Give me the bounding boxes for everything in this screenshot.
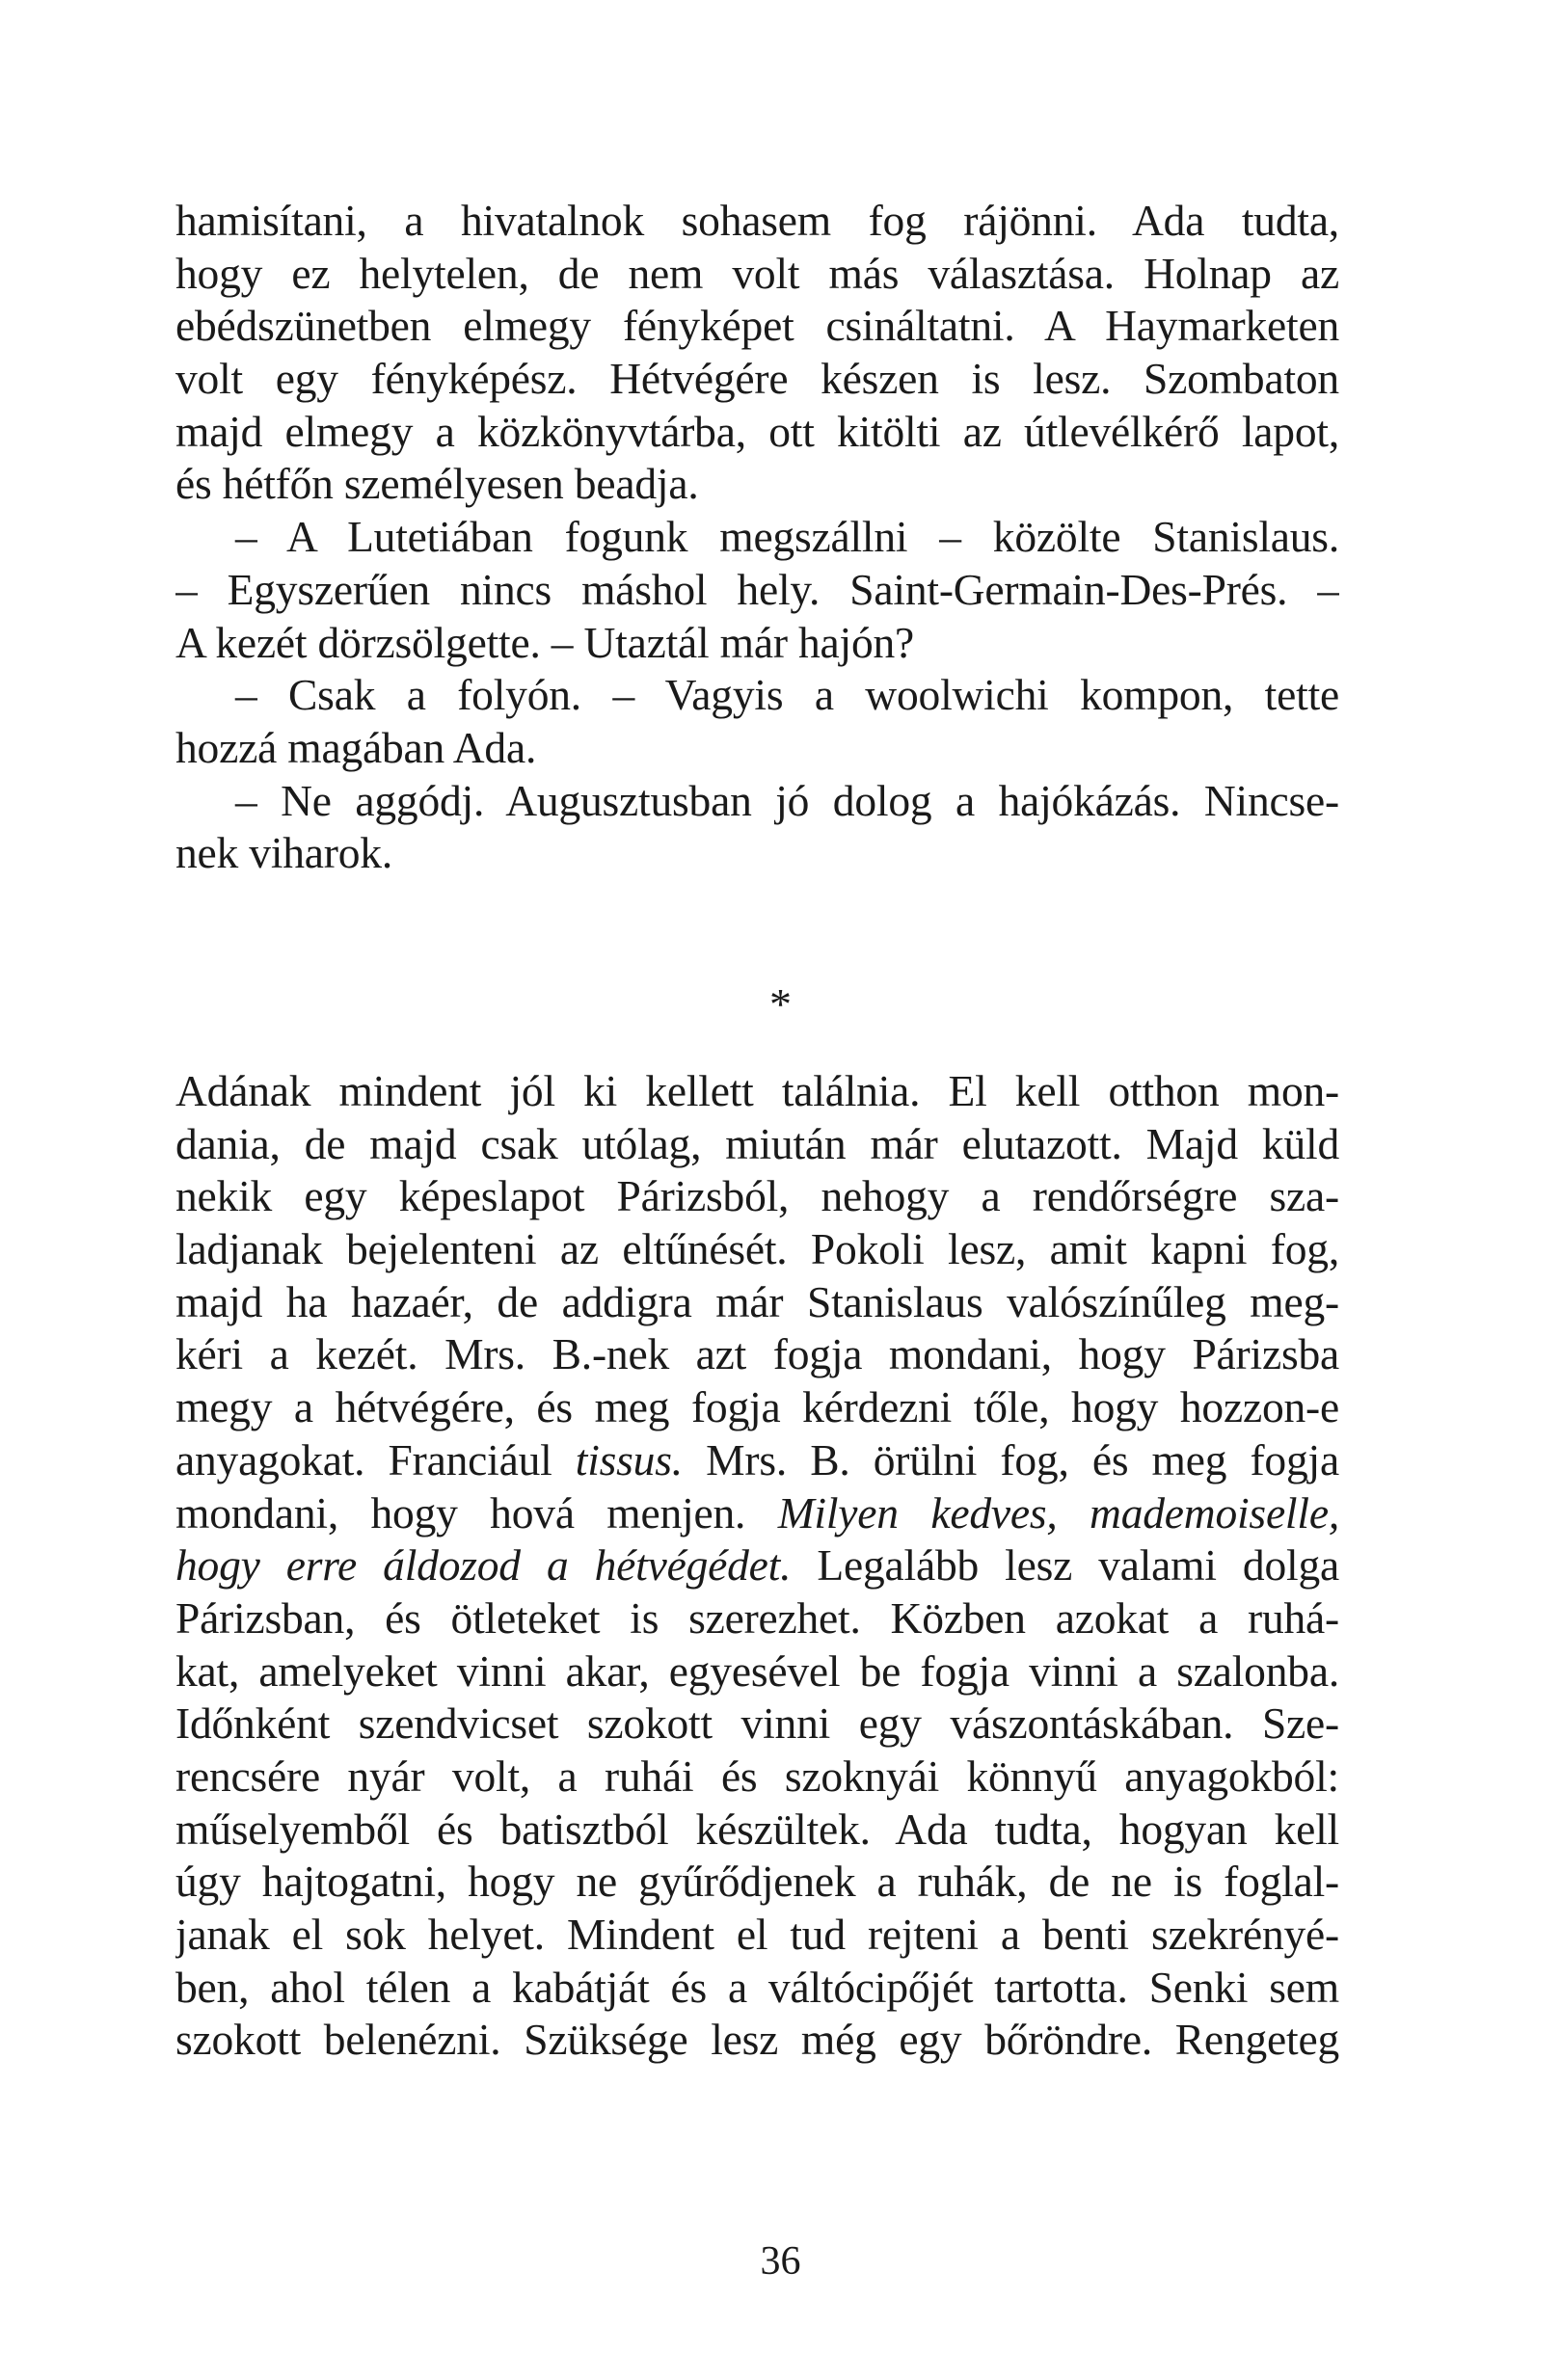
text-fragment: Legalább lesz valami dolga (817, 1540, 1339, 1591)
text-line: majd elmegy a közkönyvtárba, ott kitölti az útlevélkérő lapot, (175, 406, 1339, 456)
text-line: hozzá magában Ada. (175, 722, 537, 772)
page-number: 36 (760, 2239, 801, 2284)
dialogue-line: – A Lutetiában fogunk megszállni – közölte Stanislaus. (235, 512, 1339, 562)
text-line: dania, de majd csak utólag, miután már elutazott. Majd küld (175, 1118, 1339, 1168)
italic-text: tissus. (575, 1434, 683, 1484)
text-fragment: Mrs. B. örülni fog, és meg fogja (706, 1434, 1339, 1484)
text-line (175, 1539, 1339, 1592)
text-line: műselyemből és batisztból készültek. Ada tudta, hogyan kell (175, 1804, 1339, 1854)
text-line: és hétfőn személyesen beadja. (175, 459, 699, 509)
text-fragment: anyagokat. Franciául (175, 1434, 552, 1484)
dialogue-line: – Ne aggódj. Augusztusban jó dolog a hajókázás. Nincse- (235, 775, 1339, 825)
text-line: hogy ez helytelen, de nem volt más választása. Holnap az (175, 248, 1339, 298)
text-line: rencsére nyár volt, a ruhái és szoknyái könnyű anyagokból: (175, 1751, 1339, 1801)
text-line: volt egy fényképész. Hétvégére készen is lesz. Szombaton (175, 354, 1339, 404)
text-line (175, 1487, 1339, 1540)
text-line (175, 1434, 1339, 1487)
text-line: megy a hétvégére, és meg fogja kérdezni tőle, hogy hozzon-e (175, 1382, 1339, 1432)
text-line: ebédszünetben elmegy fényképet csináltatni. A Haymarketen (175, 301, 1339, 351)
text-line: úgy hajtogatni, hogy ne gyűrődjenek a ruhák, de ne is foglal- (175, 1857, 1339, 1907)
text-line: – Egyszerűen nincs máshol hely. Saint-Germain-Des-Prés. – (175, 564, 1339, 614)
text-block-bottom (175, 1065, 1339, 2067)
text-line: szokott belenézni. Szüksége lesz még egy bőröndre. Rengeteg (175, 2015, 1339, 2065)
text-line: janak el sok helyet. Mindent el tud rejteni a benti szekrényé- (175, 1910, 1339, 1959)
text-fragment: mondani, hogy hová menjen. (175, 1487, 746, 1538)
dialogue-line: – Csak a folyón. – Vagyis a woolwichi kompon, tette (235, 670, 1339, 720)
text-line: kéri a kezét. Mrs. B.-nek azt fogja mondani, hogy Párizsba (175, 1329, 1339, 1379)
text-line: nekik egy képeslapot Párizsból, nehogy a rendőrségre sza- (175, 1171, 1339, 1221)
text-line: Időnként szendvicset szokott vinni egy vászontáskában. Sze- (175, 1698, 1339, 1749)
text-line: ben, ahol télen a kabátját és a váltócipőjét tartotta. Senki sem (175, 1962, 1339, 2012)
text-block-top (175, 195, 1339, 880)
text-line: majd ha hazaér, de addigra már Stanislaus valószínűleg meg- (175, 1276, 1339, 1326)
text-line: nek viharok. (175, 828, 393, 878)
text-line: hamisítani, a hivatalnok sohasem fog rájönni. Ada tudta, (175, 196, 1339, 245)
text-line: Párizsban, és ötleteket is szerezhet. Közben azokat a ruhá- (175, 1592, 1339, 1643)
text-line: A kezét dörzsölgette. – Utaztál már hajón? (175, 617, 915, 667)
text-line: ladjanak bejelenteni az eltűnését. Pokoli lesz, amit kapni fog, (175, 1224, 1339, 1274)
text-line: Adának mindent jól ki kellett találnia. El kell otthon mon- (175, 1066, 1339, 1115)
section-separator: * (769, 979, 792, 1029)
text-line: kat, amelyeket vinni akar, egyesével be fogja vinni a szalonba. (175, 1645, 1339, 1696)
italic-text: Milyen kedves, mademoiselle, (777, 1487, 1339, 1538)
italic-text: hogy erre áldozod a hétvégédet. (175, 1540, 792, 1591)
